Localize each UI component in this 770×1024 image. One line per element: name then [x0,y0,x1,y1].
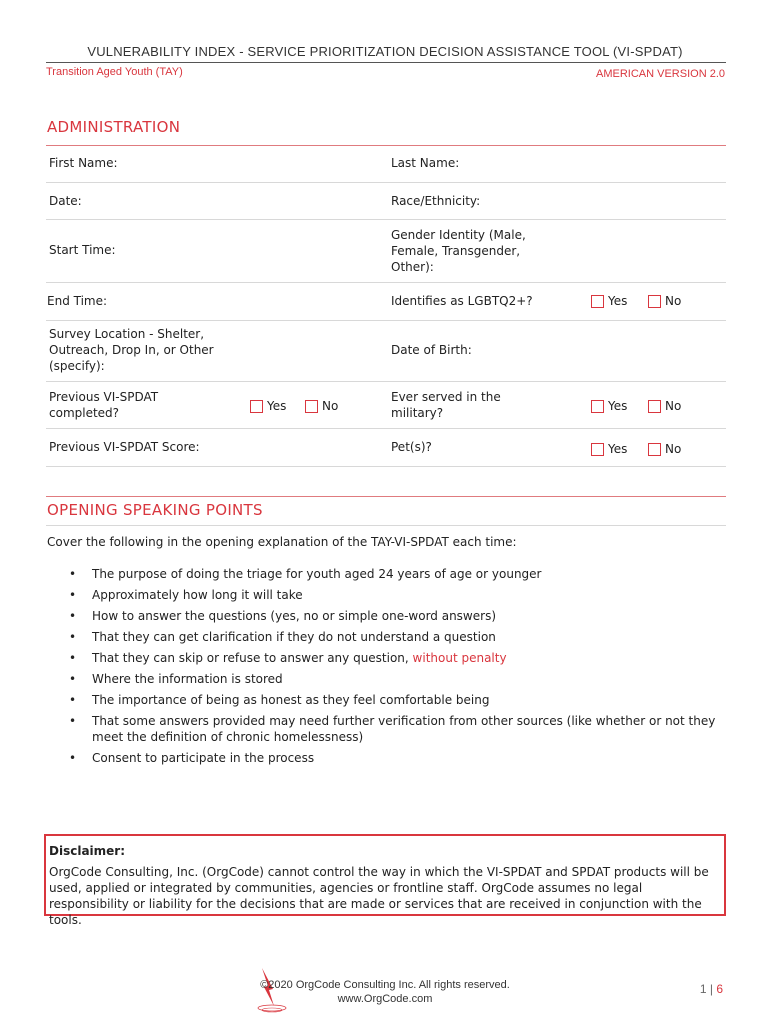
pets-no-checkbox[interactable]: No [648,442,681,456]
checkbox-icon [591,443,604,456]
disclaimer-title: Disclaimer: [49,844,126,858]
start-time-label: Start Time: [49,243,116,257]
lgbtq-label: Identifies as LGBTQ2+? [391,294,533,308]
pets-label: Pet(s)? [391,440,432,454]
gender-label: Gender Identity (Male, Female, Transgender, Other): [391,228,526,274]
copyright-text: ©2020 OrgCode Consulting Inc. All rights reserved. [260,979,510,991]
row-divider [46,219,726,220]
administration-heading: ADMINISTRATION [47,118,181,136]
military-no-checkbox[interactable]: No [648,399,681,413]
administration-rule [46,145,726,146]
list-item: • Consent to participate in the process [47,750,717,766]
disclaimer-text: OrgCode Consulting, Inc. (OrgCode) cannot control the way in which the VI-SPDAT and SPDAT products will be used, applied or integrated by communities, agencies or frontline staff. OrgCode assumes no legal responsibility or liability for the decisions that are made or services that are received in conjunction with the tools. [49,865,709,927]
checkbox-icon [305,400,318,413]
survey-location-label: Survey Location - Shelter, Outreach, Drop In, or Other (specify): [49,327,214,373]
list-item: • Where the information is stored [47,671,717,687]
list-item-text: That they can skip or refuse to answer any question, [92,651,413,665]
version-label: AMERICAN VERSION 2.0 [596,68,725,80]
row-divider [46,282,726,283]
header-divider [46,62,726,63]
pets-yes-checkbox[interactable]: Yes [591,442,627,456]
checkbox-icon [648,443,661,456]
row-divider [46,381,726,382]
checkbox-icon [591,295,604,308]
opening-rule-top [46,496,726,497]
last-name-label: Last Name: [391,156,460,170]
date-label: Date: [49,194,82,208]
row-divider [46,428,726,429]
list-item [47,650,717,666]
opening-rule-bottom [46,525,726,526]
checkbox-icon [648,400,661,413]
military-yes-checkbox[interactable]: Yes [591,399,627,413]
list-item: • Approximately how long it will take [47,587,717,603]
first-name-label: First Name: [49,156,118,170]
dob-label: Date of Birth: [391,343,472,357]
opening-heading: OPENING SPEAKING POINTS [47,501,263,519]
list-item: • That they can get clarification if they do not understand a question [47,629,717,645]
footer-text [260,978,510,1006]
list-item: • The importance of being as honest as they feel comfortable being [47,692,717,708]
page-number [700,982,723,996]
current-page: 1 [699,982,707,996]
previous-score-label: Previous VI-SPDAT Score: [49,440,200,454]
website-link[interactable]: www.OrgCode.com [337,993,433,1005]
highlight-text: without penalty [412,651,507,665]
end-time-label: End Time: [47,294,108,308]
document-subtitle: Transition Aged Youth (TAY) [46,66,183,78]
page-separator: | [709,982,713,996]
document-title: VULNERABILITY INDEX - SERVICE PRIORITIZATION DECISION ASSISTANCE TOOL (VI-SPDAT) [87,44,683,59]
lgbtq-yes-checkbox[interactable]: Yes [591,294,627,308]
list-item: • That some answers provided may need further verification from other sources (like whether or not they meet the definition of chronic homelessness) [47,713,717,745]
row-divider [46,320,726,321]
race-label: Race/Ethnicity: [391,194,481,208]
lgbtq-no-checkbox[interactable]: No [648,294,681,308]
previous-vispdat-label: Previous VI-SPDAT completed? [49,390,159,420]
speaking-points-list [47,566,717,771]
list-item: • How to answer the questions (yes, no or simple one-word answers) [47,608,717,624]
previous-yes-checkbox[interactable]: Yes [250,399,286,413]
checkbox-icon [591,400,604,413]
total-pages: 6 [716,982,723,996]
military-label: Ever served in the military? [391,390,501,420]
row-divider [46,182,726,183]
row-divider [46,466,726,467]
checkbox-icon [250,400,263,413]
previous-no-checkbox[interactable]: No [305,399,338,413]
opening-intro: Cover the following in the opening explanation of the TAY-VI-SPDAT each time: [47,535,517,549]
checkbox-icon [648,295,661,308]
list-item: • The purpose of doing the triage for youth aged 24 years of age or younger [47,566,717,582]
